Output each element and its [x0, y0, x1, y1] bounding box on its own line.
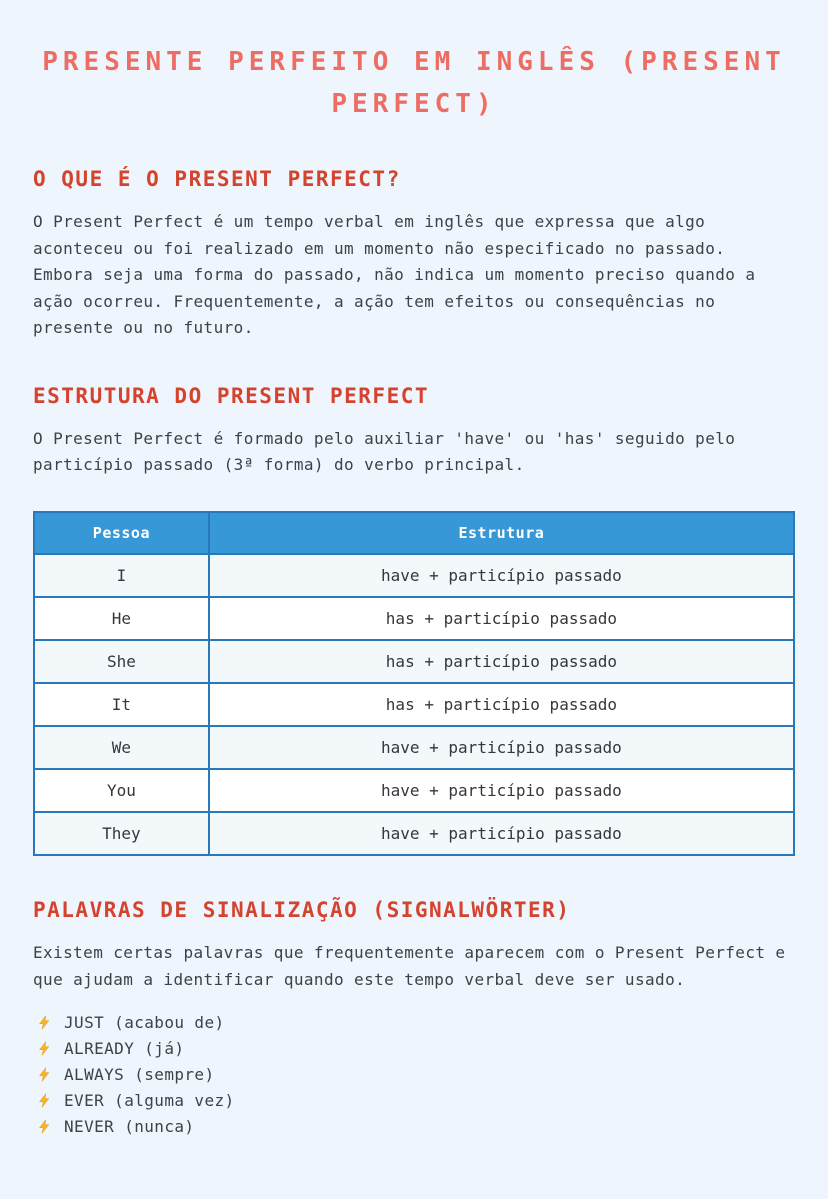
- table-header-row: [34, 512, 794, 554]
- list-item: [37, 1113, 795, 1139]
- signal-word-label: NEVER (nunca): [64, 1116, 195, 1136]
- cell-person: I: [34, 554, 209, 597]
- cell-structure: have + particípio passado: [209, 769, 794, 812]
- lightning-icon: [37, 1040, 52, 1057]
- section-heading-signal-words: PALAVRAS DE SINALIZAÇÃO (SIGNALWÖRTER): [33, 898, 571, 923]
- page-title: PRESENTE PERFEITO EM INGLÊS (PRESENT PERFECT): [42, 47, 786, 119]
- signal-word-label: JUST (acabou de): [64, 1012, 225, 1032]
- table-row: [34, 726, 794, 769]
- lightning-icon: [37, 1092, 52, 1109]
- table-row: [34, 597, 794, 640]
- signal-word-label: ALREADY (já): [64, 1038, 185, 1058]
- signal-word-label: ALWAYS (sempre): [64, 1064, 215, 1084]
- lightning-icon: [37, 1066, 52, 1083]
- section-heading-what-is: O QUE É O PRESENT PERFECT?: [33, 167, 401, 192]
- list-item: [37, 1087, 795, 1113]
- cell-person: They: [34, 812, 209, 855]
- lightning-icon: [37, 1014, 52, 1031]
- list-item: [37, 1035, 795, 1061]
- cell-person: You: [34, 769, 209, 812]
- paragraph-signal-words: Existem certas palavras que frequentemente aparecem com o Present Perfect e que ajudam a identificar quando este tempo verbal deve ser usado.: [33, 943, 786, 989]
- table-row: [34, 769, 794, 812]
- table-row: [34, 554, 794, 597]
- list-item: [37, 1061, 795, 1087]
- cell-person: We: [34, 726, 209, 769]
- cell-person: It: [34, 683, 209, 726]
- lightning-icon: [37, 1118, 52, 1135]
- section-signal-words: [33, 898, 795, 1139]
- column-header-estrutura: Estrutura: [209, 512, 794, 554]
- structure-table: [33, 511, 795, 856]
- list-item: [37, 1009, 795, 1035]
- cell-structure: have + particípio passado: [209, 554, 794, 597]
- paragraph-structure: O Present Perfect é formado pelo auxiliar 'have' ou 'has' seguido pelo particípio passado (3ª forma) do verbo principal.: [33, 428, 736, 475]
- table-row: [34, 683, 794, 726]
- cell-structure: has + particípio passado: [209, 597, 794, 640]
- column-header-pessoa: Pessoa: [34, 512, 209, 554]
- cell-structure: have + particípio passado: [209, 812, 794, 855]
- cell-structure: have + particípio passado: [209, 726, 794, 769]
- section-what-is: [33, 167, 795, 342]
- cell-structure: has + particípio passado: [209, 640, 794, 683]
- signal-word-label: EVER (alguma vez): [64, 1090, 235, 1110]
- section-structure: [33, 384, 795, 856]
- cell-person: He: [34, 597, 209, 640]
- signal-words-list: [33, 1009, 795, 1139]
- paragraph-what-is: O Present Perfect é um tempo verbal em inglês que expressa que algo aconteceu ou foi realizado em um momento não especificado no passado. Embora seja uma forma do passado, não indica um momento preciso quando a ação ocorreu. Frequentemente, a ação tem efeitos ou consequências no presente ou no futuro.: [33, 212, 756, 338]
- table-row: [34, 812, 794, 855]
- cell-structure: has + particípio passado: [209, 683, 794, 726]
- cell-person: She: [34, 640, 209, 683]
- section-heading-structure: ESTRUTURA DO PRESENT PERFECT: [33, 383, 430, 408]
- table-row: [34, 640, 794, 683]
